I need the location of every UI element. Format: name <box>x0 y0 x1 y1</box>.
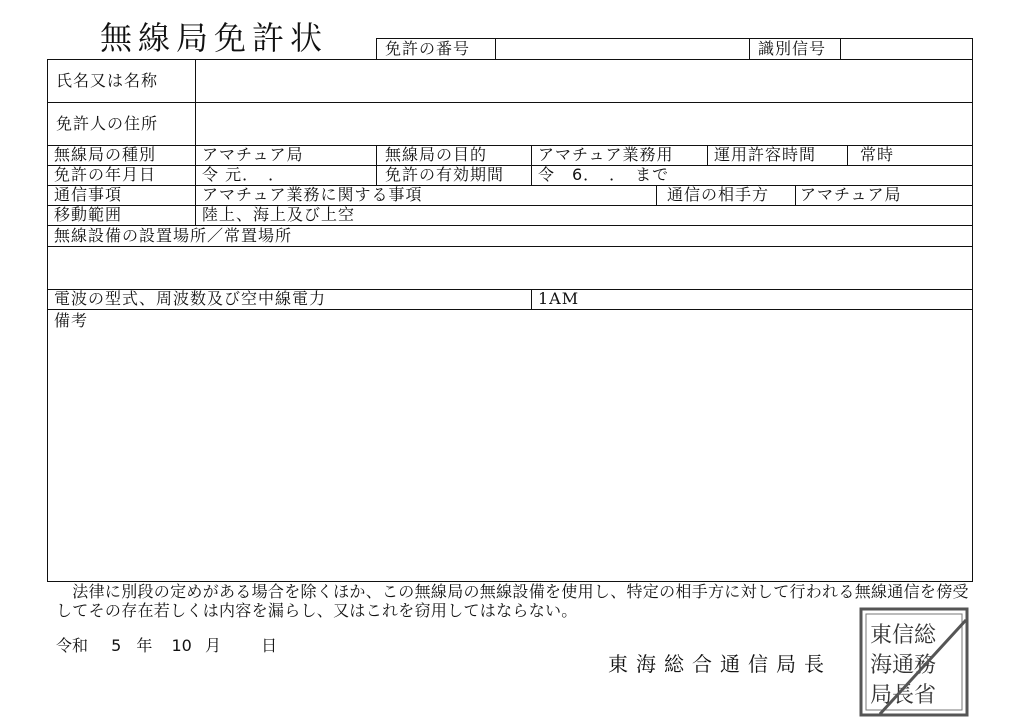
issue-year-unit: 年 <box>136 636 153 655</box>
call-sign-label: 識別信号 <box>758 39 827 58</box>
location-label: 無線設備の設置場所／常置場所 <box>54 226 293 245</box>
official-seal <box>858 606 970 718</box>
counterparty-value: アマチュア局 <box>800 185 902 204</box>
legal-notice: 法律に別段の定めがある場合を除くほか、この無線局の無線設備を使用し、特定の相手方に対して行われる無線通信を傍受してその存在若しくは内容を漏らし、又はこれを窃用してはならない。 <box>56 582 969 620</box>
station-type-value: アマチュア局 <box>202 145 304 164</box>
remarks-cell <box>47 309 973 582</box>
issue-era: 令和 <box>56 636 89 655</box>
location-value-cell <box>47 246 973 290</box>
operating-hours-label: 運用許容時間 <box>714 145 817 164</box>
purpose-label: 無線局の目的 <box>385 145 488 164</box>
issue-month-unit: 月 <box>204 636 221 655</box>
name-label-cell <box>47 59 196 103</box>
station-type-value-cell <box>195 145 377 166</box>
call-sign-value-cell <box>840 38 973 60</box>
issue-day-unit: 日 <box>261 636 278 655</box>
document-title: 無線局免許状 <box>100 19 329 57</box>
issue-year: 5 <box>111 636 122 655</box>
communication-matters-label-cell <box>47 185 196 206</box>
name-value-cell <box>195 59 973 103</box>
address-value-cell <box>195 102 973 146</box>
movement-range-label: 移動範囲 <box>54 205 123 224</box>
counterparty-label-cell <box>656 185 796 206</box>
address-label-cell <box>47 102 196 146</box>
emission-label: 電波の型式、周波数及び空中線電力 <box>54 289 327 308</box>
emission-label-cell <box>47 289 532 310</box>
purpose-value-cell <box>531 145 708 166</box>
operating-hours-value: 常時 <box>860 145 895 164</box>
svg-text:海通務: 海通務 <box>870 653 937 678</box>
emission-value-cell <box>531 289 973 310</box>
movement-range-label-cell <box>47 205 196 226</box>
counterparty-label: 通信の相手方 <box>667 185 770 204</box>
emission-value: 1AM <box>538 289 580 308</box>
operating-hours-label-cell <box>707 145 848 166</box>
purpose-label-cell <box>376 145 532 166</box>
validity-label: 免許の有効期間 <box>385 165 505 184</box>
issuer-name: 東海総合通信局長 <box>608 652 832 676</box>
counterparty-value-cell <box>795 185 973 206</box>
purpose-value: アマチュア業務用 <box>538 145 674 164</box>
license-number-value-cell <box>495 38 750 60</box>
license-date-value: 令 元． ． <box>202 165 286 184</box>
license-date-value-cell <box>195 165 377 186</box>
name-label: 氏名又は名称 <box>56 71 159 90</box>
operating-hours-value-cell <box>847 145 973 166</box>
validity-value: 令 6． ． まで <box>538 165 670 184</box>
location-label-cell <box>47 225 973 247</box>
movement-range-value-cell <box>195 205 973 226</box>
validity-value-cell <box>531 165 973 186</box>
station-type-label: 無線局の種別 <box>54 145 157 164</box>
address-label: 免許人の住所 <box>56 114 159 133</box>
remarks-label: 備考 <box>54 311 89 330</box>
issue-date <box>56 637 277 655</box>
license-number-label: 免許の番号 <box>385 39 471 58</box>
license-date-label: 免許の年月日 <box>54 165 157 184</box>
movement-range-value: 陸上、海上及び上空 <box>202 205 356 224</box>
communication-matters-value-cell <box>195 185 657 206</box>
svg-text:局長省: 局長省 <box>870 683 937 708</box>
svg-text:東信総: 東信総 <box>870 623 937 648</box>
issue-month: 10 <box>171 636 192 655</box>
station-type-label-cell <box>47 145 196 166</box>
call-sign-label-cell <box>749 38 841 60</box>
communication-matters-label: 通信事項 <box>54 185 123 204</box>
validity-label-cell <box>376 165 532 186</box>
license-number-label-cell <box>376 38 496 60</box>
communication-matters-value: アマチュア業務に関する事項 <box>202 185 423 204</box>
license-date-label-cell <box>47 165 196 186</box>
